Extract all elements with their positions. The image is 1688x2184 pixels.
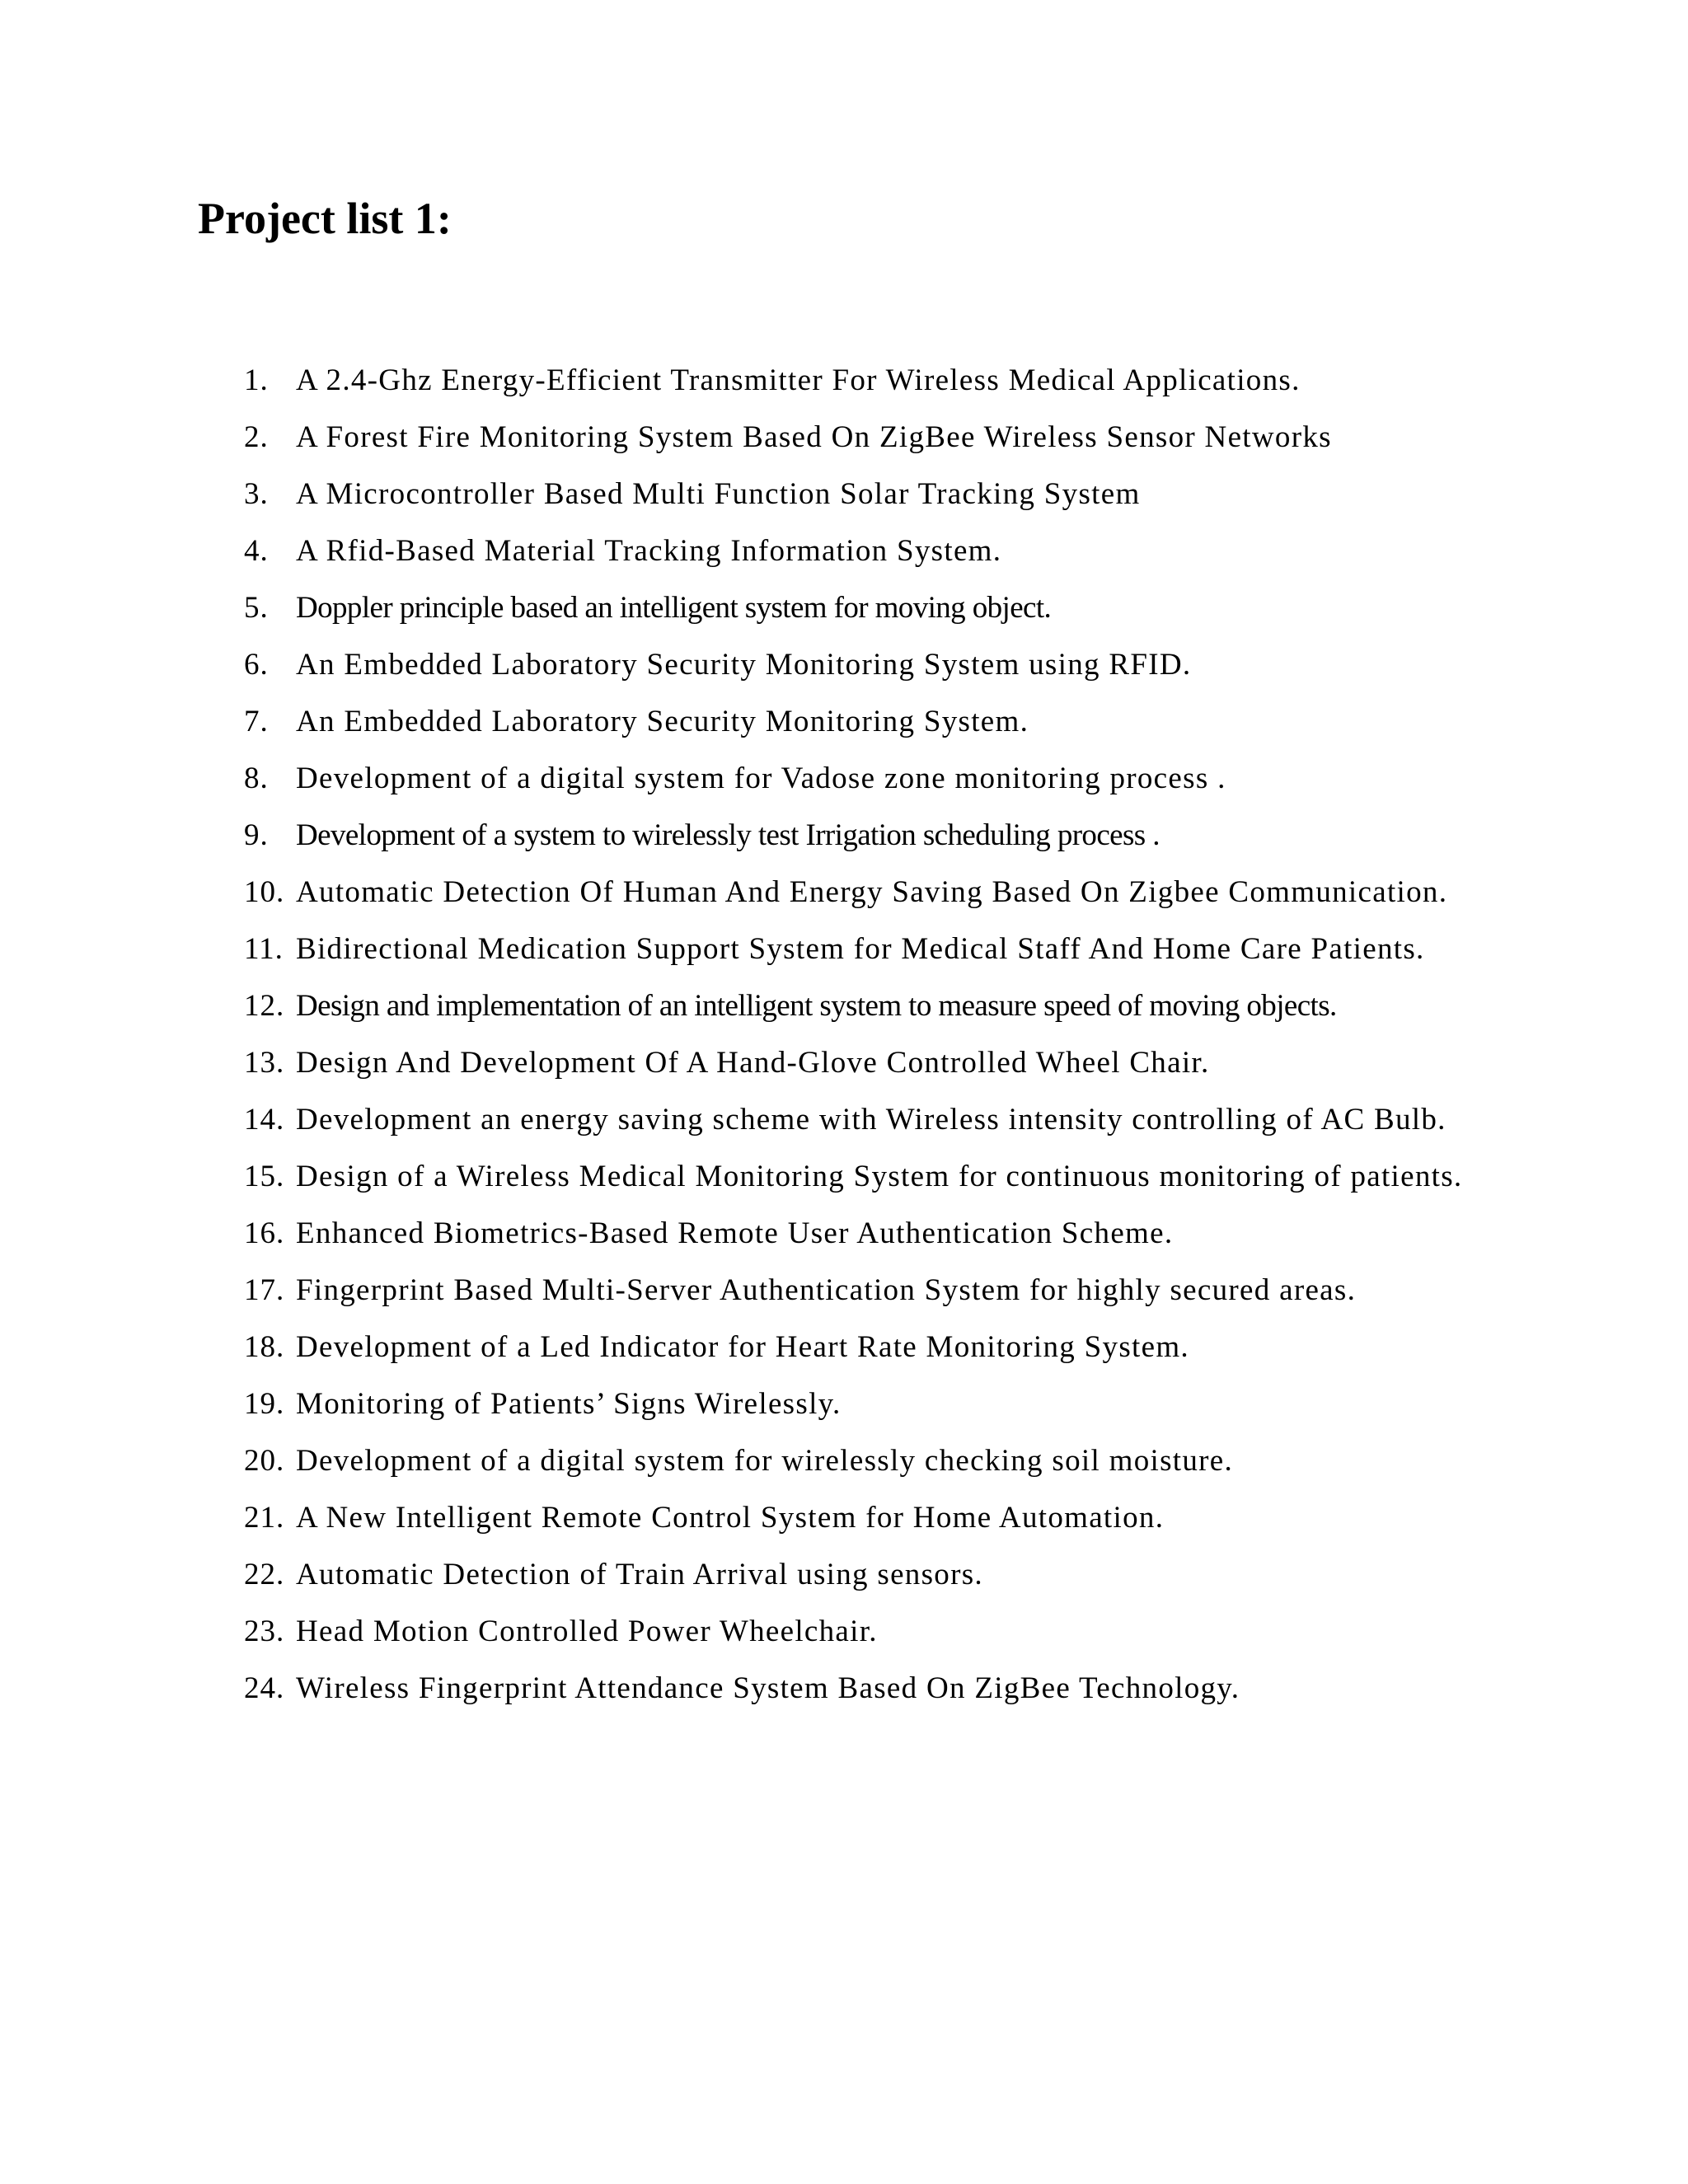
item-text: Development of a system to wirelessly test Irrigation scheduling process . xyxy=(296,818,1160,852)
item-text: Development of a Led Indicator for Heart Rate Monitoring System. xyxy=(296,1330,1189,1364)
item-number: 10. xyxy=(244,875,285,909)
list-item xyxy=(0,1489,1688,1546)
item-number: 4. xyxy=(244,534,269,568)
list-item xyxy=(0,1660,1688,1717)
item-number: 1. xyxy=(244,363,269,397)
item-text: A Rfid-Based Material Tracking Information System. xyxy=(296,534,1002,568)
list-item xyxy=(0,1603,1688,1660)
item-text: Doppler principle based an intelligent system for moving object. xyxy=(296,591,1052,625)
list-item xyxy=(0,1319,1688,1376)
list-item xyxy=(0,807,1688,864)
item-number: 24. xyxy=(244,1671,285,1705)
item-text: Automatic Detection Of Human And Energy Saving Based On Zigbee Communication. xyxy=(296,875,1448,909)
list-item xyxy=(0,977,1688,1034)
item-number: 6. xyxy=(244,648,269,682)
item-text: Enhanced Biometrics-Based Remote User Authentication Scheme. xyxy=(296,1216,1174,1250)
item-text: An Embedded Laboratory Security Monitoring System using RFID. xyxy=(296,648,1192,682)
item-number: 14. xyxy=(244,1103,285,1137)
list-item xyxy=(0,579,1688,636)
list-item xyxy=(0,1262,1688,1319)
item-text: Wireless Fingerprint Attendance System Based On ZigBee Technology. xyxy=(296,1671,1240,1705)
item-number: 8. xyxy=(244,762,269,795)
item-number: 16. xyxy=(244,1216,285,1250)
item-text: A New Intelligent Remote Control System for Home Automation. xyxy=(296,1501,1165,1535)
item-number: 5. xyxy=(244,591,269,625)
item-text: Design of a Wireless Medical Monitoring System for continuous monitoring of patients. xyxy=(296,1160,1463,1193)
item-text: Development of a digital system for wirelessly checking soil moisture. xyxy=(296,1444,1234,1478)
item-text: Design And Development Of A Hand-Glove Controlled Wheel Chair. xyxy=(296,1046,1210,1080)
item-number: 15. xyxy=(244,1160,285,1193)
item-text: A 2.4-Ghz Energy-Efficient Transmitter For Wireless Medical Applications. xyxy=(296,363,1301,397)
item-number: 2. xyxy=(244,420,269,454)
list-item xyxy=(0,1034,1688,1091)
item-text: Fingerprint Based Multi-Server Authentication System for highly secured areas. xyxy=(296,1273,1357,1307)
item-text: A Microcontroller Based Multi Function Solar Tracking System xyxy=(296,477,1141,511)
project-list xyxy=(0,352,1688,1717)
item-number: 19. xyxy=(244,1387,285,1421)
item-number: 12. xyxy=(244,989,285,1023)
list-item xyxy=(0,409,1688,466)
item-number: 21. xyxy=(244,1501,285,1535)
page-title: Project list 1: xyxy=(198,194,452,243)
list-item xyxy=(0,750,1688,807)
item-text: An Embedded Laboratory Security Monitoring System. xyxy=(296,705,1029,738)
item-text: Design and implementation of an intelligent system to measure speed of moving objects. xyxy=(296,989,1337,1023)
item-number: 22. xyxy=(244,1558,285,1591)
list-item xyxy=(0,1546,1688,1603)
list-item xyxy=(0,352,1688,409)
item-number: 13. xyxy=(244,1046,285,1080)
list-item xyxy=(0,523,1688,579)
item-text: Monitoring of Patients’ Signs Wirelessly. xyxy=(296,1387,842,1421)
item-number: 17. xyxy=(244,1273,285,1307)
item-number: 7. xyxy=(244,705,269,738)
list-item xyxy=(0,1205,1688,1262)
item-text: Development of a digital system for Vadose zone monitoring process . xyxy=(296,762,1226,795)
list-item xyxy=(0,1148,1688,1205)
list-item xyxy=(0,1432,1688,1489)
item-text: Automatic Detection of Train Arrival using sensors. xyxy=(296,1558,983,1591)
list-item xyxy=(0,921,1688,977)
item-text: A Forest Fire Monitoring System Based On ZigBee Wireless Sensor Networks xyxy=(296,420,1332,454)
item-number: 3. xyxy=(244,477,269,511)
list-item xyxy=(0,636,1688,693)
item-number: 20. xyxy=(244,1444,285,1478)
list-item xyxy=(0,466,1688,523)
item-number: 18. xyxy=(244,1330,285,1364)
item-number: 23. xyxy=(244,1615,285,1648)
item-text: Development an energy saving scheme with Wireless intensity controlling of AC Bulb. xyxy=(296,1103,1447,1137)
item-text: Bidirectional Medication Support System for Medical Staff And Home Care Patients. xyxy=(296,932,1425,966)
item-number: 9. xyxy=(244,818,269,852)
list-item xyxy=(0,864,1688,921)
list-item xyxy=(0,1091,1688,1148)
item-text: Head Motion Controlled Power Wheelchair. xyxy=(296,1615,878,1648)
list-item xyxy=(0,693,1688,750)
item-number: 11. xyxy=(244,932,284,966)
list-item xyxy=(0,1376,1688,1432)
